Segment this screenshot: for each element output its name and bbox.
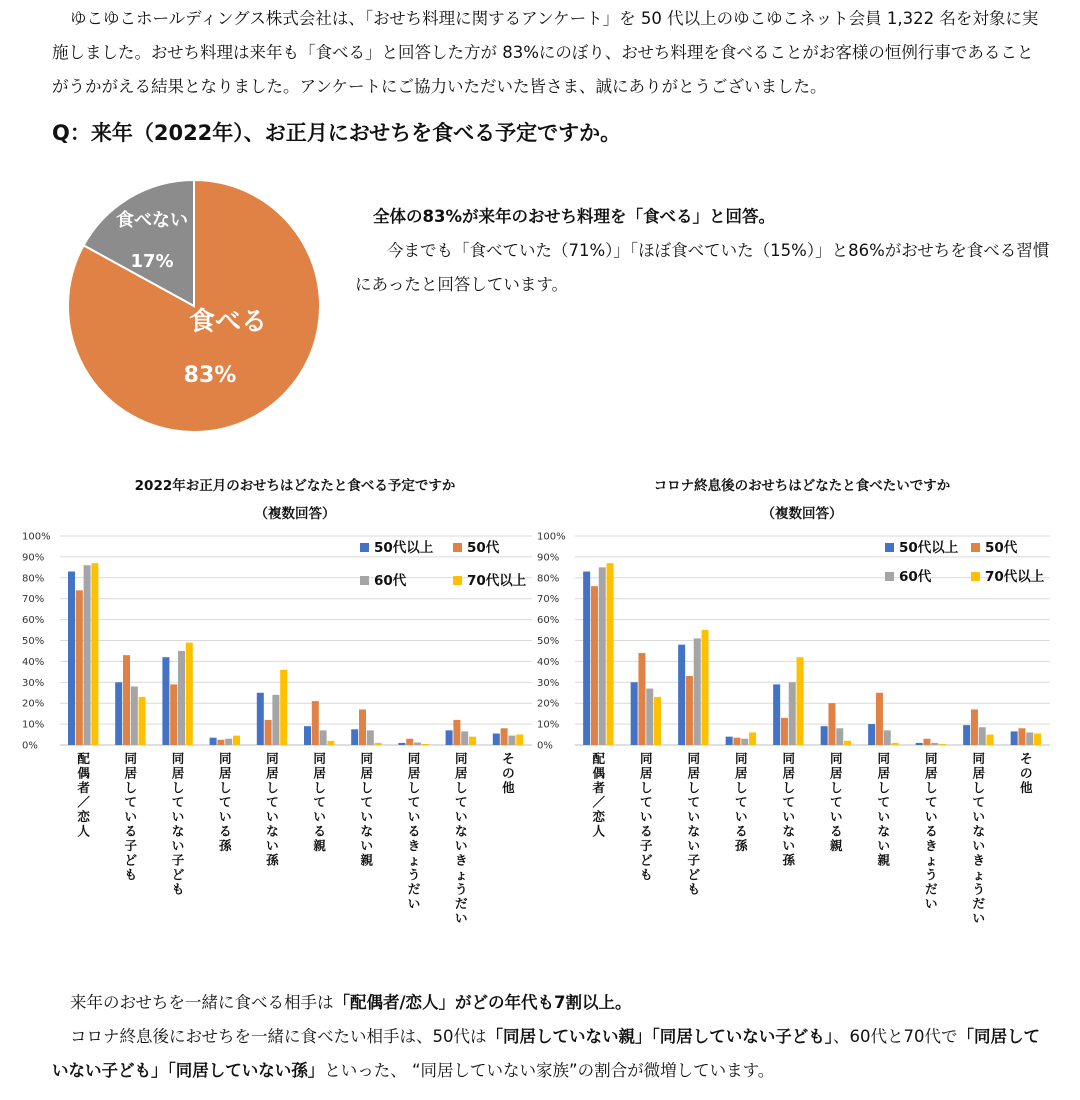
legend-label: 50代以上 — [899, 540, 959, 556]
bar — [686, 676, 693, 745]
y-tick-label: 0% — [537, 740, 553, 752]
x-category-label: 同居していない親 — [360, 751, 374, 868]
legend-label: 50代 — [985, 540, 1018, 556]
bar — [591, 586, 598, 745]
y-tick-label: 100% — [22, 531, 51, 543]
bar — [139, 697, 146, 745]
bar — [1026, 732, 1033, 745]
bar — [1011, 731, 1018, 745]
bar — [638, 653, 645, 745]
bar — [631, 682, 638, 745]
bar — [233, 736, 240, 745]
bar — [265, 720, 272, 745]
intro-text: ゆこゆこホールディングス株式会社は、「おせち料理に関するアンケート」を 50 代以上のゆこゆこネット会員 1,322 名を対象に実施しました。おせち料理は来年も「食べる」と回答した方が 83%にのぼり、おせち料理を食べることがお客様の恒例行事であることがうかがえる結果となりました。アンケートにご協力いただいた皆さま、誠にありがとうございました。 — [52, 9, 1039, 96]
legend-label: 50代 — [467, 540, 500, 556]
bar — [272, 695, 279, 745]
y-tick-label: 40% — [537, 656, 560, 668]
y-tick-label: 10% — [22, 719, 45, 731]
bar — [501, 728, 508, 745]
bar — [414, 742, 421, 745]
bar — [91, 563, 98, 745]
outro-p2-bold-b: 「同居していない親」「同居していない子ども」 — [486, 1027, 834, 1046]
bar — [773, 684, 780, 745]
bar — [931, 743, 938, 745]
bar — [257, 693, 264, 745]
bar — [828, 703, 835, 745]
bar — [493, 734, 500, 745]
outro-p1-bold: 「配偶者/恋人」がどの年代も7割以上。 — [333, 993, 632, 1012]
legend-label: 70代以上 — [467, 573, 527, 589]
legend-swatch — [360, 576, 369, 585]
bar — [406, 739, 413, 745]
x-category-label: 同居していない子ども — [171, 751, 185, 897]
x-category-label: 同居していない孫 — [782, 751, 796, 868]
y-tick-label: 10% — [537, 719, 560, 731]
intro-paragraph — [52, 2, 1042, 104]
legend-swatch — [971, 543, 980, 552]
y-tick-label: 30% — [537, 677, 560, 689]
bar — [516, 735, 523, 745]
bar — [836, 728, 843, 745]
bar — [844, 741, 851, 745]
bar — [210, 738, 217, 745]
outro-p2-text-e: といった、 “同居していない家族”の割合が微増しています。 — [324, 1061, 775, 1080]
bar — [225, 739, 232, 745]
pie-slice-value: 83% — [183, 363, 237, 388]
y-tick-label: 80% — [22, 573, 45, 585]
y-tick-label: 60% — [22, 615, 45, 627]
x-category-label: 同居しているきょうだい — [924, 751, 938, 911]
y-tick-label: 30% — [22, 677, 45, 689]
x-category-label: 同居しているきょうだい — [407, 751, 421, 911]
legend-label: 70代以上 — [985, 569, 1045, 585]
y-tick-label: 20% — [537, 698, 560, 710]
bar — [170, 684, 177, 745]
x-category-label: 配偶者／恋人 — [77, 751, 90, 839]
bar — [821, 726, 828, 745]
bar — [115, 682, 122, 745]
bar — [987, 735, 994, 745]
bar — [607, 563, 614, 745]
bar — [327, 741, 334, 745]
bar-chart-2022-plan — [20, 466, 535, 936]
x-category-label: その他 — [502, 751, 515, 795]
outro-p2-bold-d: 「同居していない子ども」「同居していない孫」 — [52, 1027, 1041, 1080]
bar — [939, 744, 946, 745]
question-heading: Q：来年（2022年）、お正月におせちを食べる予定ですか。 — [52, 121, 622, 145]
x-category-label: 同居している親 — [829, 751, 843, 853]
legend-swatch — [453, 576, 462, 585]
bar — [963, 725, 970, 745]
x-category-label: 同居していないきょうだい — [972, 751, 986, 926]
outro-paragraphs — [52, 986, 1042, 1088]
bar — [979, 727, 986, 745]
bar — [646, 689, 653, 745]
pie-summary — [355, 200, 1055, 302]
bar — [1034, 734, 1041, 745]
pie-slice-label: 食べる — [188, 307, 268, 337]
y-tick-label: 80% — [537, 573, 560, 585]
x-category-label: 同居している孫 — [218, 751, 232, 853]
bar — [702, 630, 709, 745]
x-category-label: 同居している親 — [313, 751, 326, 853]
bar — [76, 590, 83, 745]
bar — [876, 693, 883, 745]
bar — [453, 720, 460, 745]
y-tick-label: 50% — [22, 636, 45, 647]
bar — [217, 740, 224, 745]
legend-swatch — [971, 572, 980, 581]
bar — [422, 744, 429, 745]
bar — [123, 655, 130, 745]
x-category-label: 同居していないきょうだい — [454, 751, 468, 926]
legend-swatch — [885, 543, 894, 552]
bar — [367, 730, 374, 745]
x-category-label: 同居している子ども — [639, 751, 653, 882]
bar — [654, 697, 661, 745]
y-tick-label: 20% — [22, 698, 45, 710]
bar-chart-post-corona — [535, 466, 1060, 936]
legend-swatch — [885, 572, 894, 581]
y-tick-label: 100% — [537, 531, 566, 543]
y-tick-label: 70% — [537, 594, 560, 606]
legend-label: 60代 — [899, 569, 932, 585]
bar — [923, 739, 930, 745]
outro-p1-text: 来年のおせちを一緒に食べる相手は — [70, 993, 334, 1012]
y-tick-label: 70% — [22, 594, 45, 606]
outro-paragraph-2 — [52, 1020, 1042, 1088]
outro-p2-text-a: コロナ終息後におせちを一緒に食べたい相手は、50代は — [70, 1027, 487, 1046]
bar — [375, 743, 382, 745]
x-category-label: 同居している子ども — [124, 751, 138, 882]
bar — [916, 743, 923, 745]
bar — [178, 651, 185, 745]
y-tick-label: 50% — [537, 636, 560, 647]
pie-slice-label: 食べない — [116, 210, 188, 231]
bar — [84, 565, 91, 745]
legend-label: 50代以上 — [374, 540, 434, 556]
bar — [186, 643, 193, 745]
y-tick-label: 60% — [537, 615, 560, 627]
bar — [508, 736, 515, 745]
bar — [694, 638, 701, 745]
bar — [884, 730, 891, 745]
bar — [797, 657, 804, 745]
x-category-label: 配偶者／恋人 — [592, 751, 606, 839]
bar — [312, 701, 319, 745]
legend-swatch — [360, 543, 369, 552]
outro-p2-text-c: 、60代と70代で — [833, 1027, 958, 1046]
bar — [781, 718, 788, 745]
bar — [320, 730, 327, 745]
bar — [398, 743, 405, 745]
pie-summary-body: 今までも「食べていた（71%）」「ほぼ食べていた（15%）」と86%がおせちを食べる習慣にあったと回答しています。 — [355, 241, 1050, 294]
bar — [446, 730, 453, 745]
chart-title: 2022年お正月のおせちはどなたと食べる予定ですか — [134, 478, 456, 494]
bar — [789, 682, 796, 745]
bar — [733, 738, 740, 745]
legend-label: 60代 — [374, 573, 407, 589]
bar — [726, 737, 733, 745]
outro-paragraph-1 — [52, 986, 1042, 1020]
legend-swatch — [453, 543, 462, 552]
chart-title: コロナ終息後のおせちはどなたと食べたいですか — [653, 478, 951, 494]
bar — [868, 724, 875, 745]
y-tick-label: 0% — [22, 740, 38, 752]
bar — [678, 645, 685, 745]
pie-summary-lead: 全体の83%が来年のおせち料理を「食べる」と回答。 — [373, 207, 775, 226]
bar — [351, 729, 358, 745]
pie-chart — [60, 172, 330, 442]
chart-subtitle: （複数回答） — [254, 506, 336, 522]
bar — [583, 572, 590, 745]
bar — [599, 567, 606, 745]
bar — [461, 731, 468, 745]
bar — [68, 572, 75, 745]
bar — [280, 670, 287, 745]
x-category-label: 同居していない子ども — [687, 751, 701, 897]
bar — [971, 709, 978, 745]
y-tick-label: 90% — [22, 552, 45, 564]
bar — [304, 726, 311, 745]
bar — [741, 739, 748, 745]
chart-subtitle: （複数回答） — [761, 506, 843, 522]
x-category-label: 同居している孫 — [734, 751, 748, 853]
y-tick-label: 90% — [537, 552, 560, 564]
x-category-label: 同居していない孫 — [266, 751, 279, 868]
bar — [749, 732, 756, 745]
x-category-label: 同居していない親 — [877, 751, 891, 868]
bar — [892, 743, 899, 745]
y-tick-label: 40% — [22, 656, 45, 668]
bar — [469, 737, 476, 745]
pie-slice-value: 17% — [130, 251, 174, 272]
bar — [131, 686, 138, 745]
bar — [1018, 728, 1025, 745]
bar — [162, 657, 169, 745]
x-category-label: その他 — [1019, 751, 1033, 795]
bar — [359, 709, 366, 745]
